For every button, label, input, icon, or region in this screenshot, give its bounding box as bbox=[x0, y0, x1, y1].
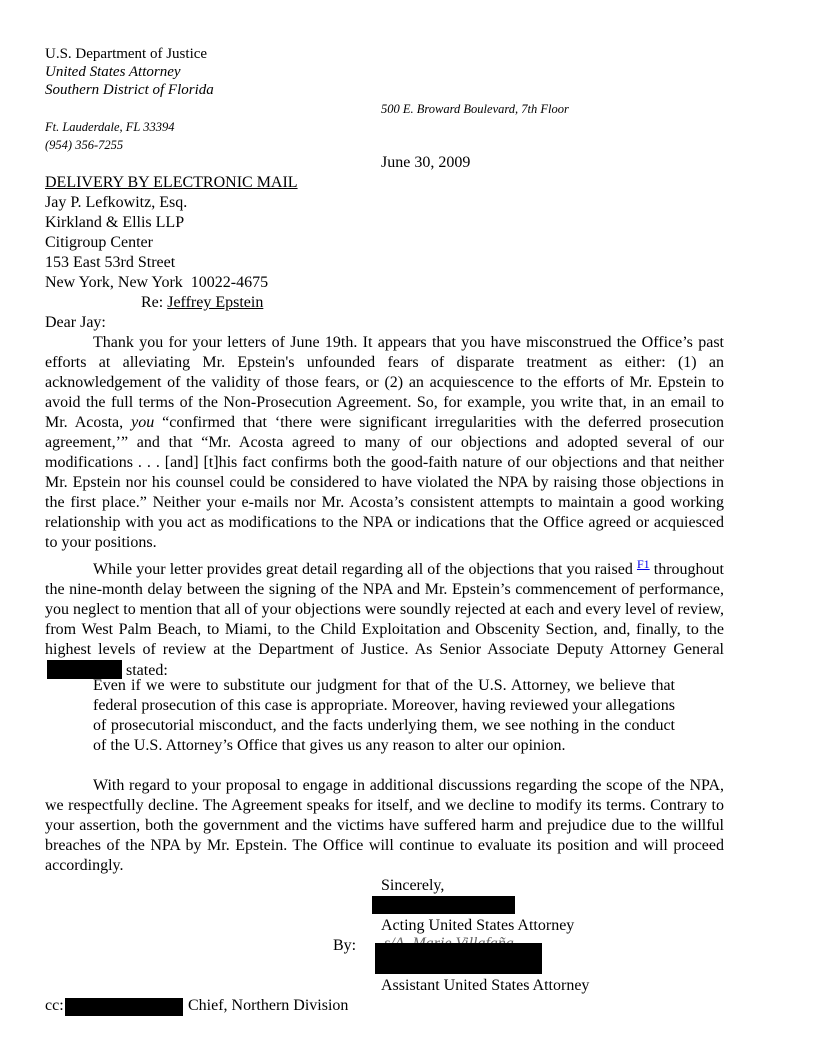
recipient-building: Citigroup Center bbox=[45, 234, 153, 251]
p1-text-a: Thank you for your letters of June 19th. It appears that you have misconstrued the Office’s past efforts at alleviating Mr. Epstein's unfounded fears of disparate treatment as either: (1) an acknowledgement of the validity of those fears, or (2) an acquiescence to the efforts of Mr. Epstein to avoid the full terms of the Non-Prosecution Agreement. So, for example, you write that, in an email to Mr. Acosta, bbox=[45, 334, 724, 431]
signer-redaction bbox=[375, 943, 542, 974]
body-paragraph-1 bbox=[45, 333, 724, 553]
recipient-street: 153 East 53rd Street bbox=[45, 254, 176, 271]
re-subject: Jeffrey Epstein bbox=[167, 294, 264, 311]
cc-redaction bbox=[65, 998, 183, 1016]
cc-label: cc: bbox=[45, 997, 64, 1014]
recipient-city: New York, New York 10022-4675 bbox=[45, 274, 269, 291]
by-label: By: bbox=[333, 937, 357, 954]
salutation: Dear Jay: bbox=[45, 314, 106, 331]
letterhead-department: U.S. Department of Justice bbox=[45, 46, 208, 62]
body-paragraph-2 bbox=[45, 554, 724, 681]
p2-text-c: stated: bbox=[122, 662, 168, 679]
p2-text-a: While your letter provides great detail regarding all of the objections that you raised bbox=[93, 561, 637, 578]
letterhead-district: Southern District of Florida bbox=[45, 82, 214, 98]
letterhead-address: 500 E. Broward Boulevard, 7th Floor bbox=[381, 102, 569, 116]
letter-date: June 30, 2009 bbox=[381, 154, 471, 171]
block-quote: Even if we were to substitute our judgment for that of the U.S. Attorney, we believe that federal prosecution of this case is appropriate. Moreover, having reviewed your allegations of prosecutorial misconduct, and the facts underlying them, we see nothing in the conduct of the U.S. Attorney’s Office that gives us any reason to alter our opinion. bbox=[93, 677, 675, 754]
re-line bbox=[141, 293, 263, 313]
signature-redaction bbox=[372, 896, 515, 914]
ausa-title: Assistant United States Attorney bbox=[381, 977, 590, 994]
cc-title: Chief, Northern Division bbox=[188, 997, 349, 1014]
recipient-name: Jay P. Lefkowitz, Esq. bbox=[45, 194, 188, 211]
letterhead-phone: (954) 356-7255 bbox=[45, 138, 124, 152]
recipient-firm: Kirkland & Ellis LLP bbox=[45, 214, 185, 231]
acting-us-attorney-title: Acting United States Attorney bbox=[381, 917, 575, 934]
letterhead-office: United States Attorney bbox=[45, 64, 181, 80]
p2-text-b: throughout the nine-month delay between the signing of the NPA and Mr. Epstein’s commencement of performance, you neglect to mention that all of your objections were soundly rejected at each and every level of review, from West Palm Beach, to Miami, to the Child Exploitation and Obscenity Section, and, finally, to the highest levels of review at the Department of Justice. As Senior Associate Deputy Attorney General bbox=[45, 561, 724, 658]
re-label: Re: bbox=[141, 294, 168, 311]
p1-emphasis: you bbox=[131, 414, 155, 431]
body-paragraph-3: With regard to your proposal to engage in additional discussions regarding the scope of the NPA, we respectfully decline. The Agreement speaks for itself, and we decline to modify its terms. Contrary to your assertion, both the government and the victims have suffered harm and prejudice due to the willful breaches of the NPA by Mr. Epstein. The Office will continue to evaluate its position and will proceed accordingly. bbox=[45, 777, 724, 874]
letterhead-city: Ft. Lauderdale, FL 33394 bbox=[45, 120, 175, 134]
p1-text-b: “confirmed that ‘there were significant irregularities with the deferred prosecution agreement,’” and that “Mr. Acosta agreed to many of our objections and adopted several of our modifications . . . [and] [t]his fact confirms both the good-faith nature of our objections and that neither Mr. Epstein nor his counsel could be considered to have violated the NPA by raising those objections in the first place.” Neither your e-mails nor Mr. Acosta’s consistent attempts to maintain a good working relationship with you act as modifications to the NPA or indications that the Office agreed or acquiesced to your positions. bbox=[45, 414, 724, 551]
delivery-method: DELIVERY BY ELECTRONIC MAIL bbox=[45, 174, 298, 191]
footnote-link[interactable]: F1 bbox=[636, 557, 650, 571]
closing-sincerely: Sincerely, bbox=[381, 877, 445, 894]
